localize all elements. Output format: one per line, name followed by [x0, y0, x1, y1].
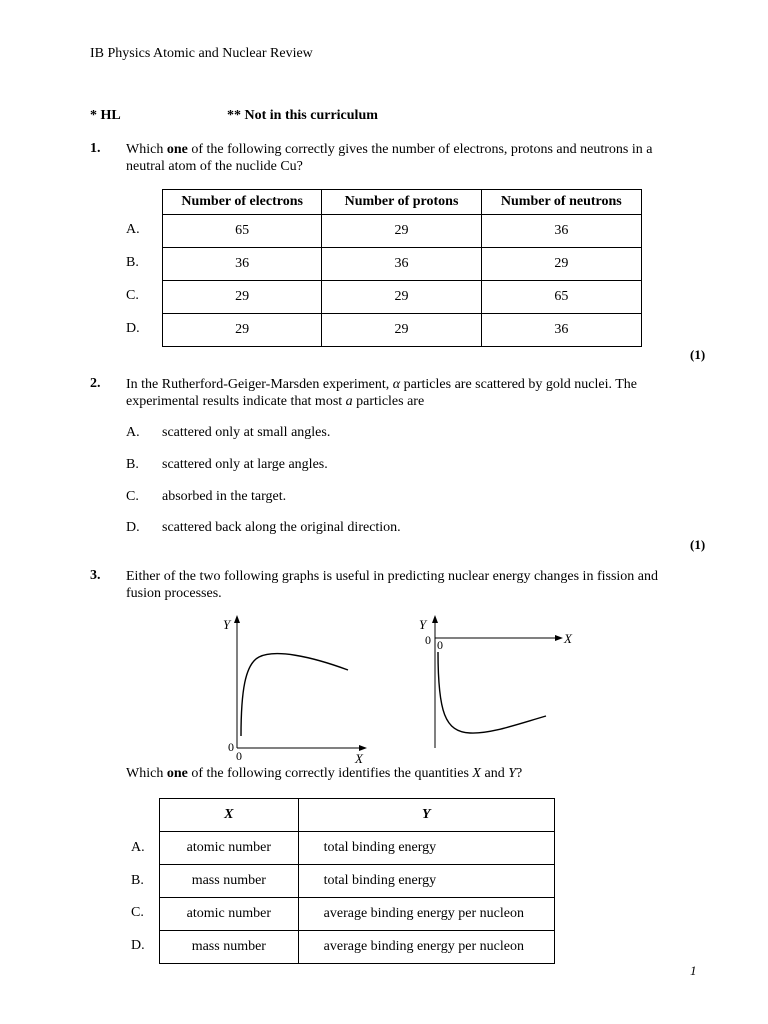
- q3-cell-y: average binding energy per nucleon: [298, 931, 554, 964]
- q2-letter-c: C.: [126, 489, 139, 504]
- q1-table-header-row: [163, 190, 642, 215]
- q3-question: [126, 766, 522, 782]
- graph-1-origin-y: 0: [228, 740, 234, 754]
- q2-letter-b: B.: [126, 457, 139, 472]
- q3-letter-a: A.: [131, 840, 145, 855]
- q2-number: 2.: [90, 376, 101, 391]
- q1-cell: 36: [163, 248, 322, 281]
- table-row: [163, 281, 642, 314]
- q3-cell-x: atomic number: [160, 898, 299, 931]
- q1-header-neutrons: Number of neutrons: [481, 190, 641, 215]
- q1-header-electrons: Number of electrons: [163, 190, 322, 215]
- page-number: 1: [690, 963, 697, 978]
- q1-cell: 29: [322, 281, 481, 314]
- graph-2-y-label: Y: [419, 617, 427, 632]
- q1-table: [162, 189, 642, 347]
- q1-cell: 29: [322, 314, 481, 347]
- q1-cell: 65: [163, 215, 322, 248]
- q3-header-x: X: [160, 799, 299, 832]
- q3-cell-y: average binding energy per nucleon: [298, 898, 554, 931]
- q3-question-y: Y: [508, 766, 516, 781]
- q3-cell-x: mass number: [160, 865, 299, 898]
- q1-text-1: Which: [126, 142, 167, 157]
- table-row: [160, 898, 555, 931]
- q1-cell: 29: [481, 248, 641, 281]
- q3-question-2: of the following correctly identifies the quantities: [187, 766, 473, 781]
- q2-marks: (1): [690, 537, 706, 552]
- graph-2-x-arrow: [555, 635, 563, 641]
- q3-cell-y: total binding energy: [298, 865, 554, 898]
- q2-option-d: scattered back along the original direction.: [162, 520, 401, 535]
- q2-text-2b: particles are: [352, 394, 425, 409]
- table-row: [163, 314, 642, 347]
- q1-cell: 36: [481, 314, 641, 347]
- q1-cell: 29: [163, 314, 322, 347]
- graph-2-y-arrow: [432, 615, 438, 623]
- q1-cell: 65: [481, 281, 641, 314]
- q3-text: [126, 568, 658, 602]
- graph-1-curve: [241, 654, 348, 736]
- q3-question-and: and: [480, 766, 509, 781]
- q1-text-bold: one: [166, 142, 188, 157]
- document-title: IB Physics Atomic and Nuclear Review: [90, 46, 313, 61]
- q3-letter-b: B.: [131, 873, 144, 888]
- table-row: [160, 865, 555, 898]
- q1-cell: 36: [481, 215, 641, 248]
- q1-number: 1.: [90, 141, 101, 156]
- graph-1-x-label: X: [355, 751, 363, 766]
- q2-text-1a: In the Rutherford-Geiger-Marsden experiment,: [126, 377, 393, 392]
- q3-cell-x: mass number: [160, 931, 299, 964]
- graph-1-y-label: Y: [223, 617, 231, 632]
- q2-alpha: α: [392, 377, 401, 392]
- q3-question-bold: one: [166, 766, 188, 781]
- q1-text: [126, 141, 652, 175]
- q2-option-a: scattered only at small angles.: [162, 425, 331, 440]
- q1-text-3: neutral atom of the nuclide Cu?: [126, 159, 303, 174]
- table-row: [163, 215, 642, 248]
- table-row: [160, 832, 555, 865]
- graph-2: [415, 612, 585, 754]
- graph-1: [215, 612, 375, 768]
- q3-question-x: X: [472, 766, 481, 781]
- legend-hl: * HL: [90, 108, 121, 123]
- table-row: [163, 248, 642, 281]
- q1-cell: 29: [322, 215, 481, 248]
- graph-1-y-arrow: [234, 615, 240, 623]
- q1-cell: 29: [163, 281, 322, 314]
- q2-option-b: scattered only at large angles.: [162, 457, 328, 472]
- q1-marks: (1): [690, 347, 706, 362]
- q3-table-header-row: [160, 799, 555, 832]
- q3-table: [159, 798, 555, 964]
- q3-letter-d: D.: [131, 938, 145, 953]
- q1-header-protons: Number of protons: [322, 190, 481, 215]
- graph-1-origin-x: 0: [236, 749, 242, 763]
- q3-letter-c: C.: [131, 905, 144, 920]
- q1-letter-a: A.: [126, 222, 140, 237]
- graph-2-origin-x: 0: [437, 638, 443, 652]
- q3-header-y: Y: [298, 799, 554, 832]
- q2-letter-a: A.: [126, 425, 140, 440]
- q2-alpha-2: a: [345, 394, 353, 409]
- legend-not-in-curriculum: ** Not in this curriculum: [227, 108, 378, 123]
- q1-letter-c: C.: [126, 288, 139, 303]
- q3-cell-x: atomic number: [160, 832, 299, 865]
- graph-2-origin-y: 0: [425, 633, 431, 647]
- q2-text-2a: experimental results indicate that most: [126, 394, 346, 409]
- q2-letter-d: D.: [126, 520, 140, 535]
- q3-text-2: fusion processes.: [126, 586, 222, 601]
- table-row: [160, 931, 555, 964]
- graph-2-curve: [438, 652, 546, 733]
- q1-text-2: of the following correctly gives the number of electrons, protons and neutrons in a: [187, 142, 653, 157]
- q3-question-1: Which: [126, 766, 167, 781]
- q3-question-end: ?: [516, 766, 523, 781]
- q3-number: 3.: [90, 568, 101, 583]
- q1-cell: 36: [322, 248, 481, 281]
- graph-2-x-label: X: [564, 631, 572, 646]
- q1-letter-b: B.: [126, 255, 139, 270]
- q3-cell-y: total binding energy: [298, 832, 554, 865]
- q2-option-c: absorbed in the target.: [162, 489, 287, 504]
- q3-text-1: Either of the two following graphs is useful in predicting nuclear energy changes in fission and: [126, 569, 658, 584]
- q2-text-1b: particles are scattered by gold nuclei. The: [400, 377, 638, 392]
- q2-text: [126, 376, 637, 410]
- q1-letter-d: D.: [126, 321, 140, 336]
